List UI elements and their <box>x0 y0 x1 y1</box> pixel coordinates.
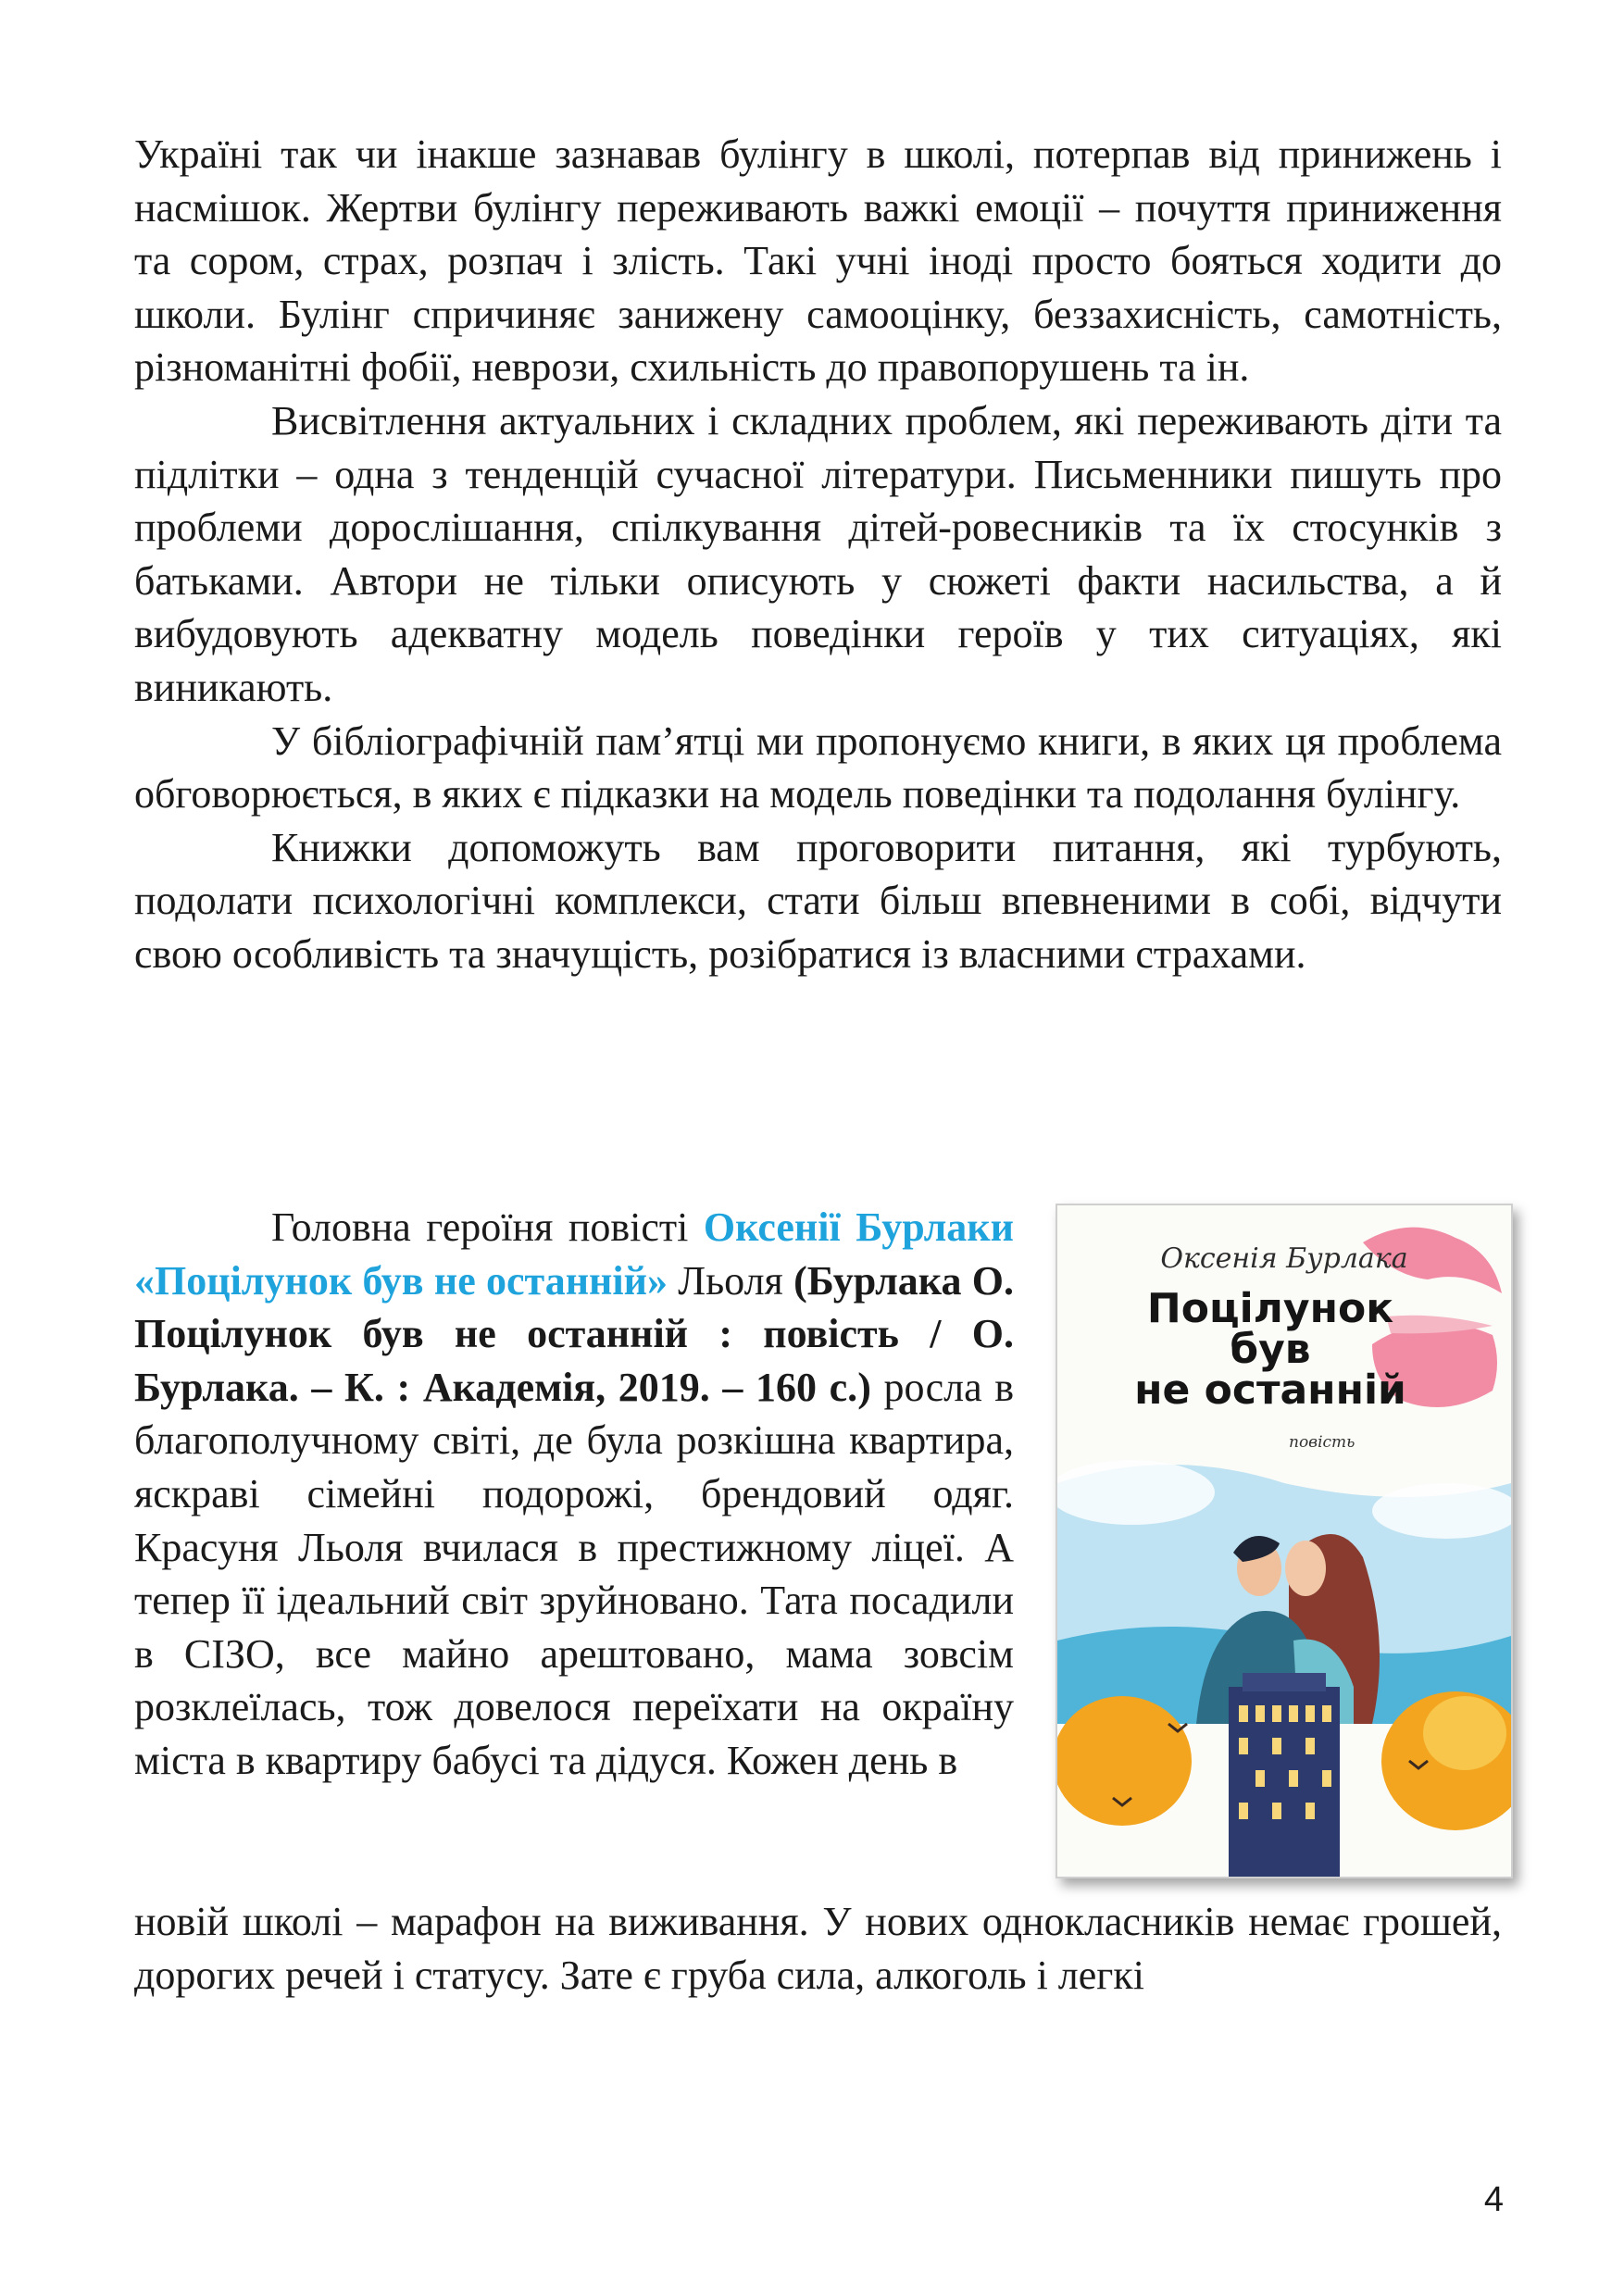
cover-title-line: Поцілунок <box>1146 1285 1394 1332</box>
intro-text <box>134 128 1502 981</box>
cover-author: Оксенія Бурлака <box>1160 1242 1408 1275</box>
paragraph-books-help: Книжки допоможуть вам проговорити питання, які турбують, подолати психологічні комплекси, стати більш впевненими в собі, відчути свою особливість та значущість, розібратися із власними страхами. <box>134 824 1502 977</box>
left-tree <box>1057 1696 1192 1826</box>
book-entry <box>134 1201 1014 1788</box>
cover-title-line: не останній <box>1134 1366 1406 1414</box>
book-description <box>134 1201 1014 1788</box>
page-number: 4 <box>1483 2180 1504 2219</box>
paragraph-bullying-effects: Україні так чи інакше зазнавав булінгу в школі, потерпав від принижень і насмішок. Жертви булінгу переживають важкі емоції – почуття приниження та сором, страх, розпач і злість. Такі учні іноді просто бояться ходити до школи. Булінг спричиняє занижену самооцінку, беззахисність, самотність, різноманітні фобії, неврози, схильність до правопорушень та ін. <box>134 131 1502 391</box>
book-summary: росла в благополучному світі, де була розкішна квартира, яскраві сімейні подорожі, брендовий одяг. Красуня Льоля вчилася в престижному ліцеї. А тепер її ідеальний світ зруйновано. Тата посадили в СІЗО, все майно арештовано, мама зовсім розклеїлась, тож довелося переїхати на окраїну міста в квартиру бабусі та дідуся. Кожен день в <box>134 1364 1015 1783</box>
cover-genre: повість <box>1289 1433 1355 1452</box>
book-summary-continued: новій школі – марафон на виживання. У нових однокласників немає грошей, дорогих речей і статусу. Зате є груба сила, алкоголь і легкі <box>134 1899 1502 1998</box>
book-cover-image <box>1056 1204 1513 1878</box>
citation-open: ( <box>793 1257 807 1304</box>
book-entry-continuation <box>134 1895 1502 2002</box>
building <box>1229 1673 1340 1877</box>
citation-close: ) <box>857 1364 871 1410</box>
book-citation: Бурлака О. Поцілунок був не останній : повість / О. Бурлака. – К. : Академія, 2019. – 160 с. <box>134 1257 1015 1410</box>
cover-title <box>1076 1285 1465 1414</box>
heroine-name: Льоля <box>667 1257 794 1304</box>
paragraph-literature-trends: Висвітлення актуальних і складних проблем, які переживають діти та підлітки – одна з тенденцій сучасної літератури. Письменники пишуть про проблеми дорослішання, спілкування дітей-ровесників та їх стосунків з батьками. Автори не тільки описують у сюжеті факти насильства, а й вибудовують адекватну модель поведінки героїв у тих ситуаціях, які виникають. <box>134 397 1502 710</box>
paragraph-bibliography-purpose: У бібліографічній пам’ятці ми пропонуємо книги, в яких ця проблема обговорюється, в яких є підказки на модель поведінки та подолання булінгу. <box>134 718 1502 817</box>
book-intro: Головна героїня повісті <box>271 1204 704 1250</box>
cover-title-line: був <box>1230 1326 1311 1373</box>
book-author-title: Оксенії Бурлаки «Поцілунок був не останній» <box>134 1204 1014 1304</box>
